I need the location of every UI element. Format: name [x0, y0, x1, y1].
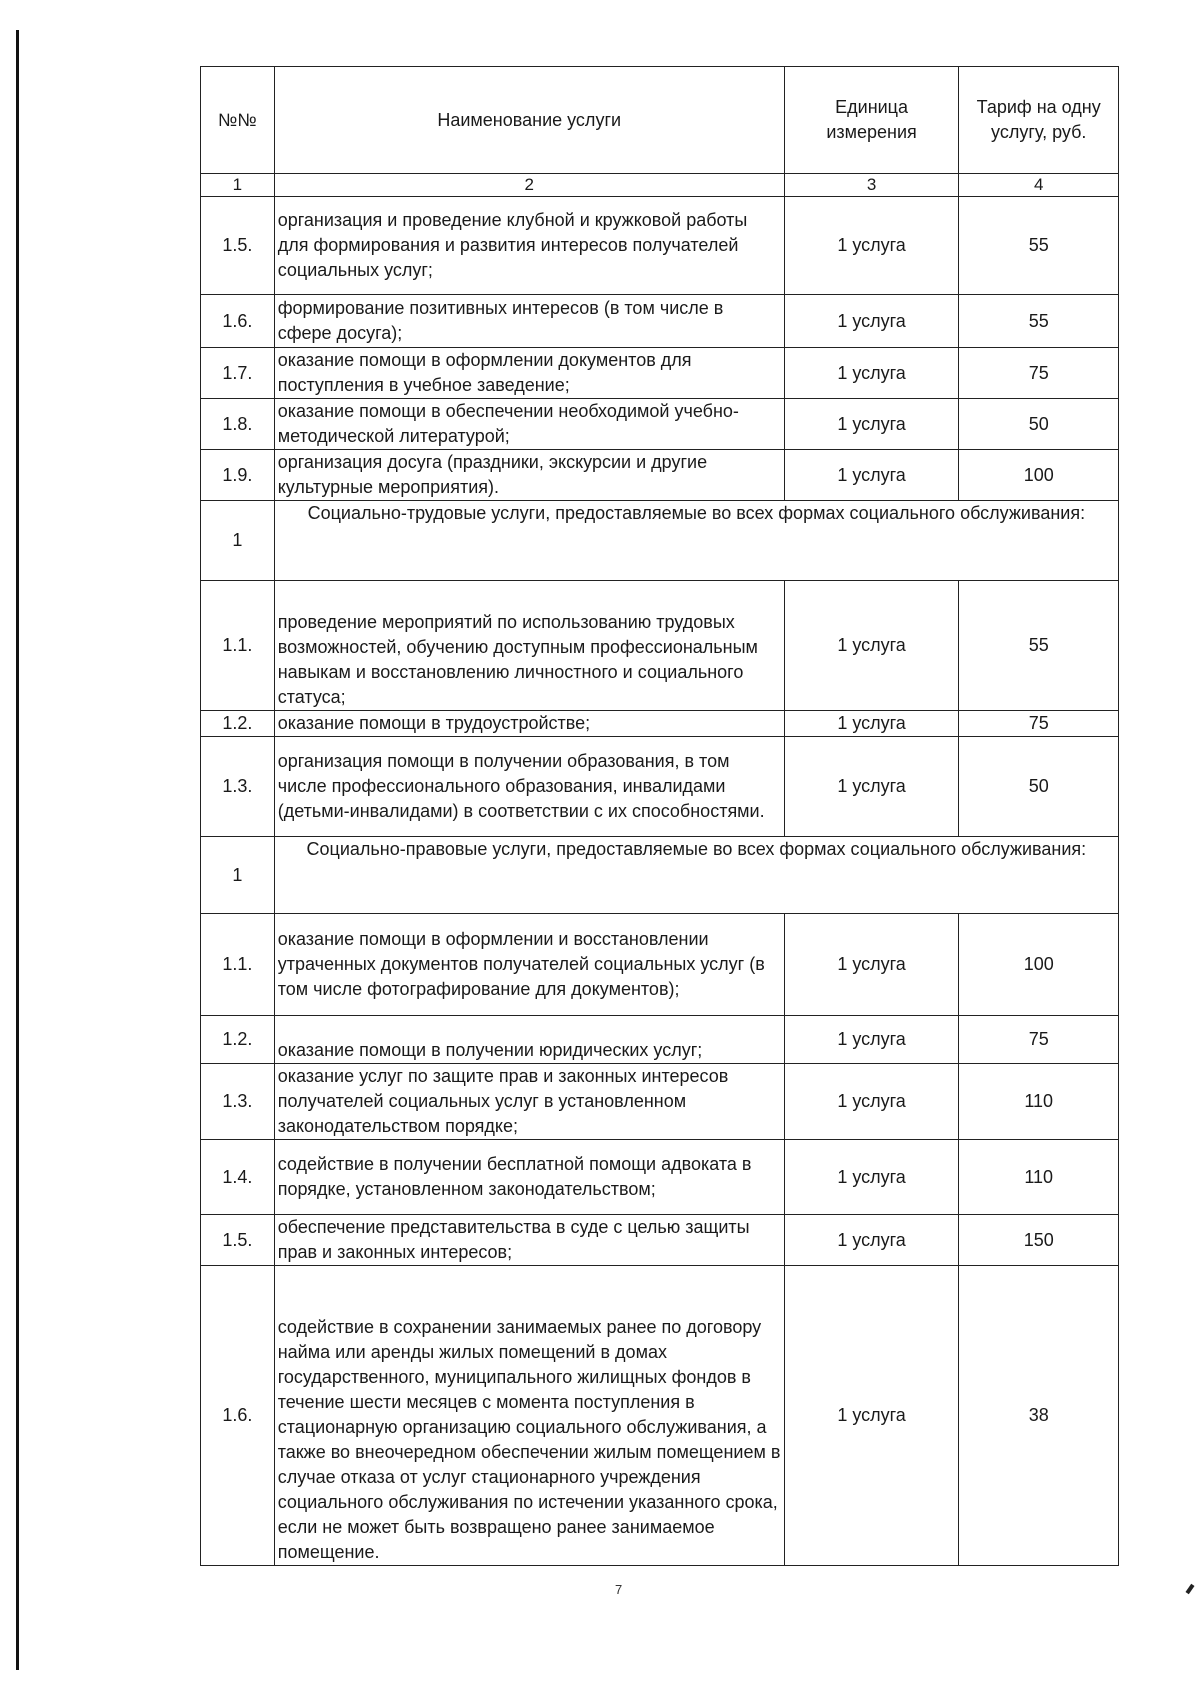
row-tariff: 55 [959, 581, 1119, 711]
section-title: Социально-правовые услуги, предоставляемые во всех формах социального обслуживания: [274, 837, 1118, 914]
row-tariff: 50 [959, 399, 1119, 450]
row-num: 1.2. [201, 711, 275, 737]
column-index: 1 [201, 174, 275, 197]
section-title: Социально-трудовые услуги, предоставляемые во всех формах социального обслуживания: [274, 501, 1118, 581]
table-row [201, 581, 1119, 711]
row-tariff: 110 [959, 1140, 1119, 1215]
row-name: оказание помощи в получении юридических услуг; [274, 1016, 784, 1064]
table-row [201, 711, 1119, 737]
column-index: 2 [274, 174, 784, 197]
row-unit: 1 услуга [784, 348, 959, 399]
row-tariff: 55 [959, 295, 1119, 348]
header-unit: Единица измерения [784, 67, 959, 174]
table-header-row [201, 67, 1119, 174]
row-tariff: 100 [959, 914, 1119, 1016]
row-tariff: 75 [959, 348, 1119, 399]
header-tariff: Тариф на одну услугу, руб. [959, 67, 1119, 174]
row-unit: 1 услуга [784, 295, 959, 348]
table-row [201, 914, 1119, 1016]
row-tariff: 38 [959, 1266, 1119, 1566]
column-index: 4 [959, 174, 1119, 197]
table-row [201, 450, 1119, 501]
row-tariff: 50 [959, 737, 1119, 837]
row-num: 1.8. [201, 399, 275, 450]
row-num: 1.7. [201, 348, 275, 399]
row-name: оказание помощи в обеспечении необходимой учебно-методической литературой; [274, 399, 784, 450]
scan-mark [1185, 1584, 1194, 1594]
section-num: 1 [201, 501, 275, 581]
section-header-row [201, 837, 1119, 914]
table-row [201, 1266, 1119, 1566]
table-row [201, 348, 1119, 399]
row-name: организация и проведение клубной и кружковой работы для формирования и развития интересов получателей социальных услуг; [274, 197, 784, 295]
table-row [201, 1140, 1119, 1215]
row-num: 1.3. [201, 1064, 275, 1140]
row-unit: 1 услуга [784, 914, 959, 1016]
row-unit: 1 услуга [784, 711, 959, 737]
row-num: 1.2. [201, 1016, 275, 1064]
table-row [201, 399, 1119, 450]
table-row [201, 295, 1119, 348]
row-num: 1.5. [201, 1215, 275, 1266]
row-name: формирование позитивных интересов (в том числе в сфере досуга); [274, 295, 784, 348]
tariff-table [200, 66, 1119, 1566]
row-num: 1.4. [201, 1140, 275, 1215]
row-name: проведение мероприятий по использованию трудовых возможностей, обучению доступным профессиональным навыкам и восстановлению личностного и социального статуса; [274, 581, 784, 711]
table-row [201, 1064, 1119, 1140]
row-num: 1.6. [201, 1266, 275, 1566]
row-name: оказание помощи в оформлении документов для поступления в учебное заведение; [274, 348, 784, 399]
row-unit: 1 услуга [784, 1140, 959, 1215]
row-unit: 1 услуга [784, 737, 959, 837]
table-row [201, 197, 1119, 295]
row-name: организация помощи в получении образования, в том числе профессионального образования, инвалидами (детьми-инвалидами) в соответствии с их способностями. [274, 737, 784, 837]
section-num: 1 [201, 837, 275, 914]
row-name: оказание помощи в трудоустройстве; [274, 711, 784, 737]
table-row [201, 1215, 1119, 1266]
row-num: 1.1. [201, 914, 275, 1016]
row-unit: 1 услуга [784, 1064, 959, 1140]
table-row [201, 737, 1119, 837]
row-tariff: 100 [959, 450, 1119, 501]
row-tariff: 75 [959, 711, 1119, 737]
row-tariff: 110 [959, 1064, 1119, 1140]
row-tariff: 75 [959, 1016, 1119, 1064]
section-header-row [201, 501, 1119, 581]
row-name: оказание помощи в оформлении и восстановлении утраченных документов получателей социальных услуг (в том числе фотографирование для документов); [274, 914, 784, 1016]
row-unit: 1 услуга [784, 399, 959, 450]
row-unit: 1 услуга [784, 1266, 959, 1566]
table-row [201, 1016, 1119, 1064]
row-tariff: 55 [959, 197, 1119, 295]
column-index: 3 [784, 174, 959, 197]
column-index-row [201, 174, 1119, 197]
row-unit: 1 услуга [784, 581, 959, 711]
row-num: 1.9. [201, 450, 275, 501]
row-unit: 1 услуга [784, 1016, 959, 1064]
header-name: Наименование услуги [274, 67, 784, 174]
row-num: 1.3. [201, 737, 275, 837]
row-name: содействие в сохранении занимаемых ранее по договору найма или аренды жилых помещений в домах государственного, муниципального жилищных фондов в течение шести месяцев с момента поступления в стационарную организацию социального обслуживания, а также во внеочередном обеспечении жилым помещением в случае отказа от услуг стационарного учреждения социального обслуживания по истечении указанного срока, если не может быть возвращено ранее занимаемое помещение. [274, 1266, 784, 1566]
row-tariff: 150 [959, 1215, 1119, 1266]
row-num: 1.1. [201, 581, 275, 711]
row-name: оказание услуг по защите прав и законных интересов получателей социальных услуг в установленном законодательством порядке; [274, 1064, 784, 1140]
row-unit: 1 услуга [784, 450, 959, 501]
row-unit: 1 услуга [784, 197, 959, 295]
row-name: содействие в получении бесплатной помощи адвоката в порядке, установленном законодательством; [274, 1140, 784, 1215]
left-margin-line [16, 30, 19, 1670]
header-num: №№ [201, 67, 275, 174]
row-num: 1.5. [201, 197, 275, 295]
page-number: 7 [615, 1582, 623, 1597]
row-unit: 1 услуга [784, 1215, 959, 1266]
row-num: 1.6. [201, 295, 275, 348]
row-name: обеспечение представительства в суде с целью защиты прав и законных интересов; [274, 1215, 784, 1266]
row-name: организация досуга (праздники, экскурсии и другие культурные мероприятия). [274, 450, 784, 501]
